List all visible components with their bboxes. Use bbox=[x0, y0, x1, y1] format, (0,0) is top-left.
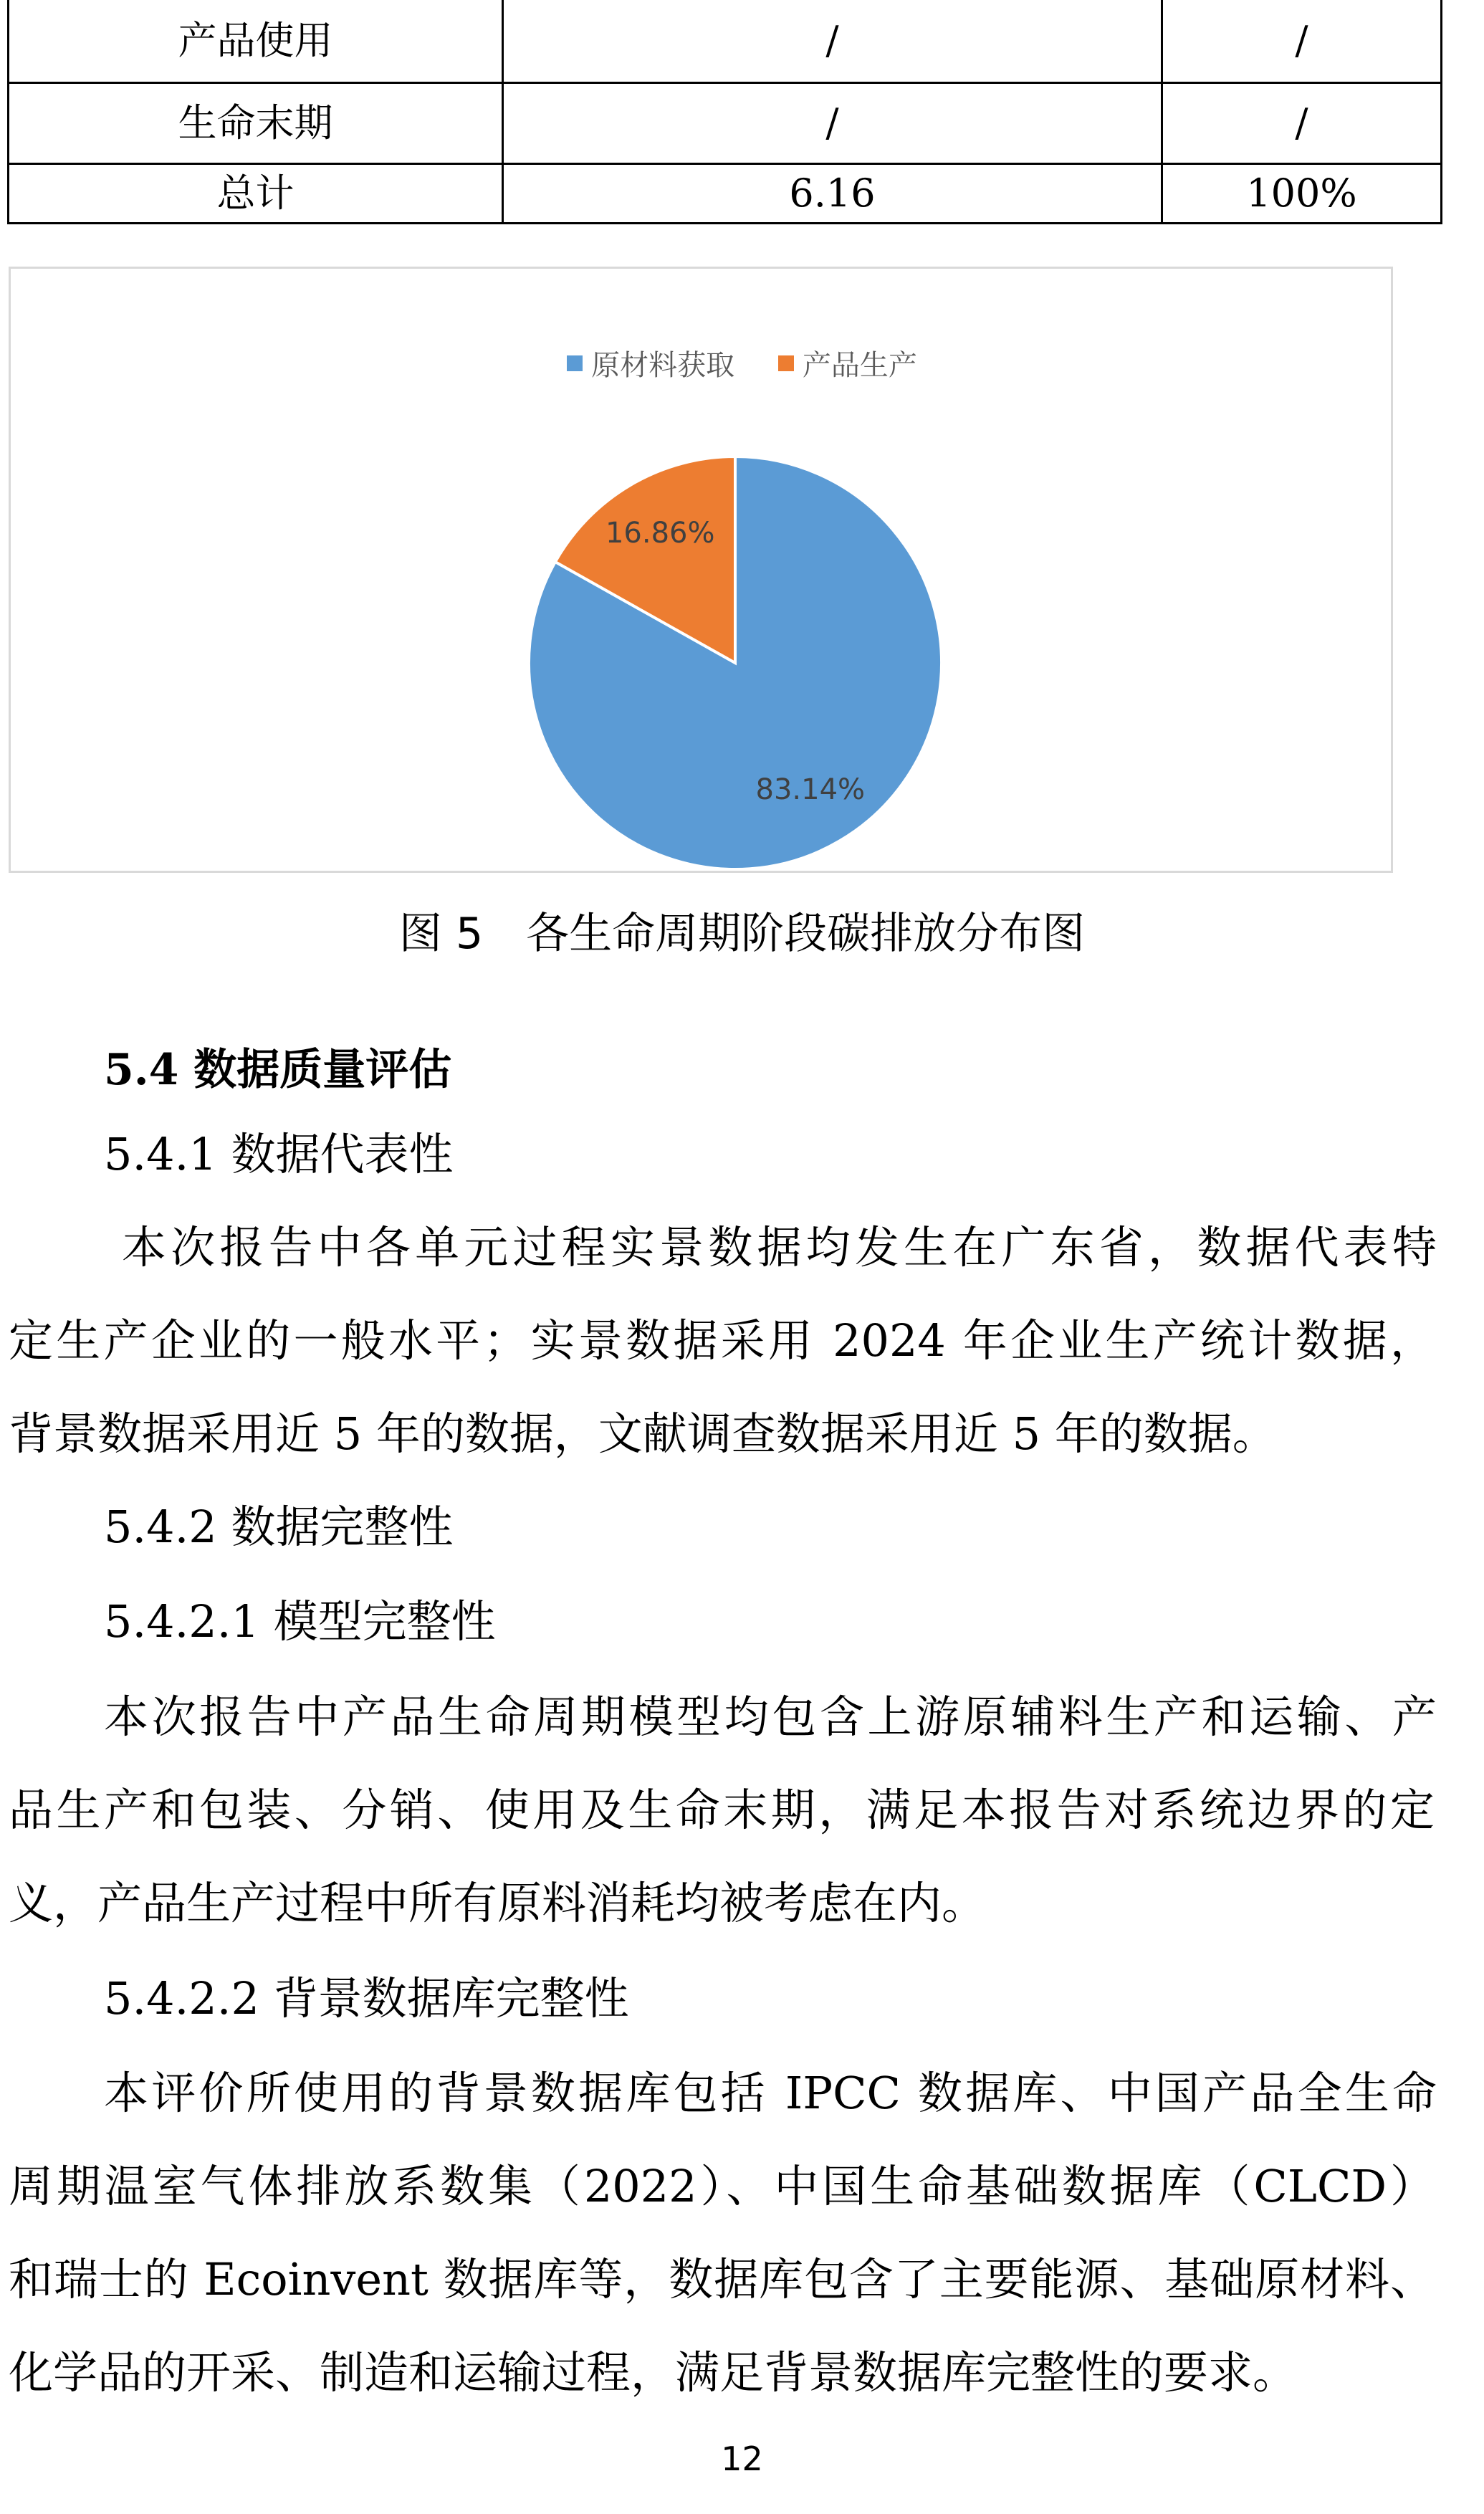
table-cell-percent: 100% bbox=[1162, 164, 1442, 224]
section-heading-5-4-1: 5.4.1 数据代表性 bbox=[104, 1128, 454, 1180]
table-cell-stage: 总计 bbox=[9, 164, 503, 224]
figure-caption bbox=[0, 899, 1484, 961]
table-cell-value: / bbox=[503, 83, 1162, 164]
table-cell-value: / bbox=[503, 0, 1162, 83]
paragraph-line: 本评价所使用的背景数据库包括 IPCC 数据库、中国产品全生命 bbox=[104, 2067, 1437, 2119]
section-heading-5-4-2: 5.4.2 数据完整性 bbox=[104, 1501, 454, 1553]
pie-data-label-0: 83.14% bbox=[755, 773, 866, 806]
paragraph-line: 本次报告中产品生命周期模型均包含上游原辅料生产和运输、产 bbox=[104, 1691, 1437, 1743]
legend-label: 产品生产 bbox=[802, 349, 917, 382]
figure-title: 各生命周期阶段碳排放分布图 bbox=[526, 909, 1086, 959]
table-cell-stage: 生命末期 bbox=[9, 83, 503, 164]
section-heading-5-4-2-1: 5.4.2.1 模型完整性 bbox=[104, 1595, 496, 1648]
table-cell-percent: / bbox=[1162, 0, 1442, 83]
paragraph-line: 周期温室气体排放系数集（2022）、中国生命基础数据库（CLCD） bbox=[9, 2160, 1435, 2212]
paragraph-line: 和瑞士的 Ecoinvent 数据库等，数据库包含了主要能源、基础原材料、 bbox=[9, 2253, 1435, 2305]
legend-label: 原材料获取 bbox=[591, 349, 735, 382]
paragraph-line: 义，产品生产过程中所有原料消耗均被考虑在内。 bbox=[9, 1877, 987, 1929]
pie-chart bbox=[0, 0, 1484, 903]
section-heading-5-4: 5.4 数据质量评估 bbox=[104, 1045, 452, 1095]
paragraph-line: 化学品的开采、制造和运输过程，满足背景数据库完整性的要求。 bbox=[9, 2346, 1298, 2399]
table-cell-percent: / bbox=[1162, 83, 1442, 164]
section-heading-5-4-2-2: 5.4.2.2 背景数据库完整性 bbox=[104, 1972, 629, 2025]
page-number: 12 bbox=[721, 2439, 763, 2478]
table-cell-value: 6.16 bbox=[503, 164, 1162, 224]
paragraph-line: 定生产企业的一般水平；实景数据采用 2024 年企业生产统计数据， bbox=[9, 1314, 1435, 1367]
figure-number: 图 5 bbox=[398, 909, 484, 959]
paragraph-line: 背景数据采用近 5 年的数据，文献调查数据采用近 5 年的数据。 bbox=[9, 1407, 1277, 1460]
paragraph-line: 品生产和包装、分销、使用及生命末期，满足本报告对系统边界的定 bbox=[9, 1784, 1435, 1836]
paragraph-line: 本次报告中各单元过程实景数据均发生在广东省，数据代表特 bbox=[122, 1221, 1437, 1273]
table-cell-stage: 产品使用 bbox=[9, 0, 503, 83]
pie-data-label-1: 16.86% bbox=[605, 517, 715, 550]
